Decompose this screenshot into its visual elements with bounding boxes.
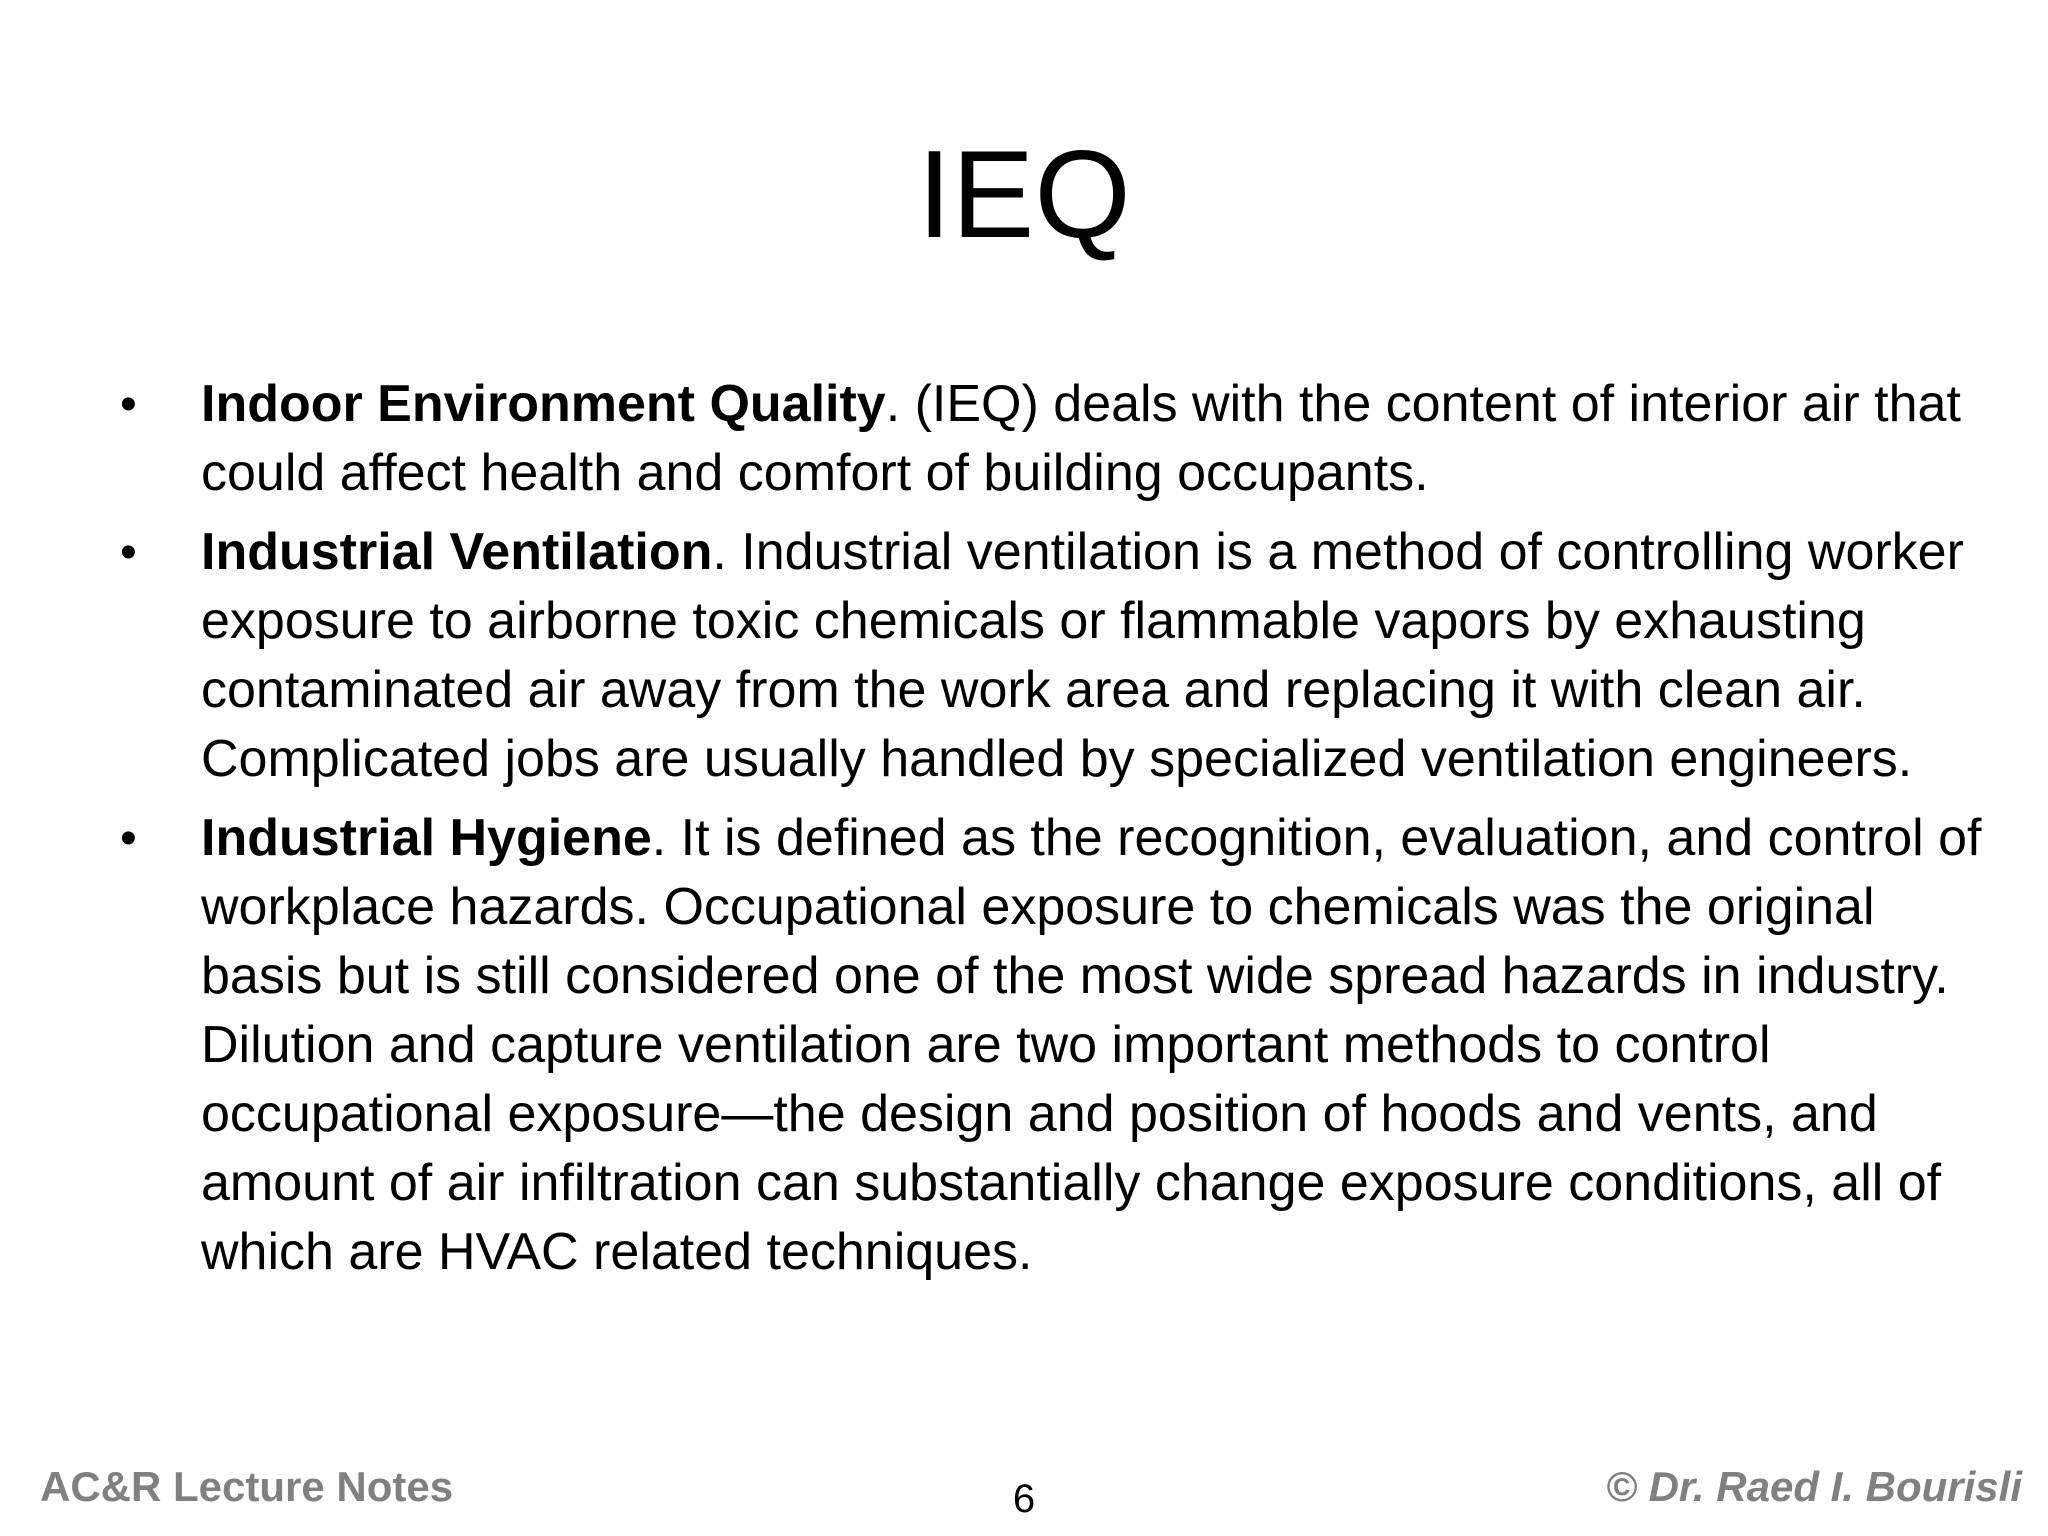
bullet-term: Indoor Environment Quality	[201, 375, 886, 433]
bullet-term: Industrial Ventilation	[201, 523, 713, 581]
bullet-text: . It is defined as the recognition, evaluation, and control of workplace hazards. Occupational exposure to chemicals was the original basis but is still considered one of the most wide spread hazards in industry. Dilution and capture ventilation are two important methods to control occupational exposure—the design and position of hoods and vents, and amount of air infiltration can substantially change exposure conditions, all of which are HVAC related techniques.	[201, 809, 1982, 1281]
bullet-item-ieq	[120, 370, 2000, 508]
bullet-text: . Industrial ventilation is a method of controlling worker exposure to airborne toxic chemicals or flammable vapors by exhausting contaminated air away from the work area and replacing it with clean air. Complicated jobs are usually handled by specialized ventilation engineers.	[201, 523, 1964, 788]
footer-copyright: © Dr. Raed I. Bourisli	[1605, 1463, 2022, 1510]
footer-course-name: AC&R Lecture Notes	[40, 1463, 454, 1510]
bullet-item-industrial-hygiene	[120, 804, 2000, 1287]
bullet-text: . (IEQ) deals with the content of interior air that could affect health and comfort of building occupants.	[201, 375, 1961, 502]
bullet-list	[120, 370, 2000, 1297]
bullet-term: Industrial Hygiene	[201, 809, 652, 867]
bullet-marker: •	[120, 526, 137, 579]
bullet-item-industrial-ventilation	[120, 518, 2000, 794]
bullet-marker: •	[120, 812, 137, 865]
bullet-marker: •	[120, 378, 137, 431]
slide-title: IEQ	[917, 126, 1131, 264]
footer-page-number: 6	[1012, 1477, 1036, 1521]
